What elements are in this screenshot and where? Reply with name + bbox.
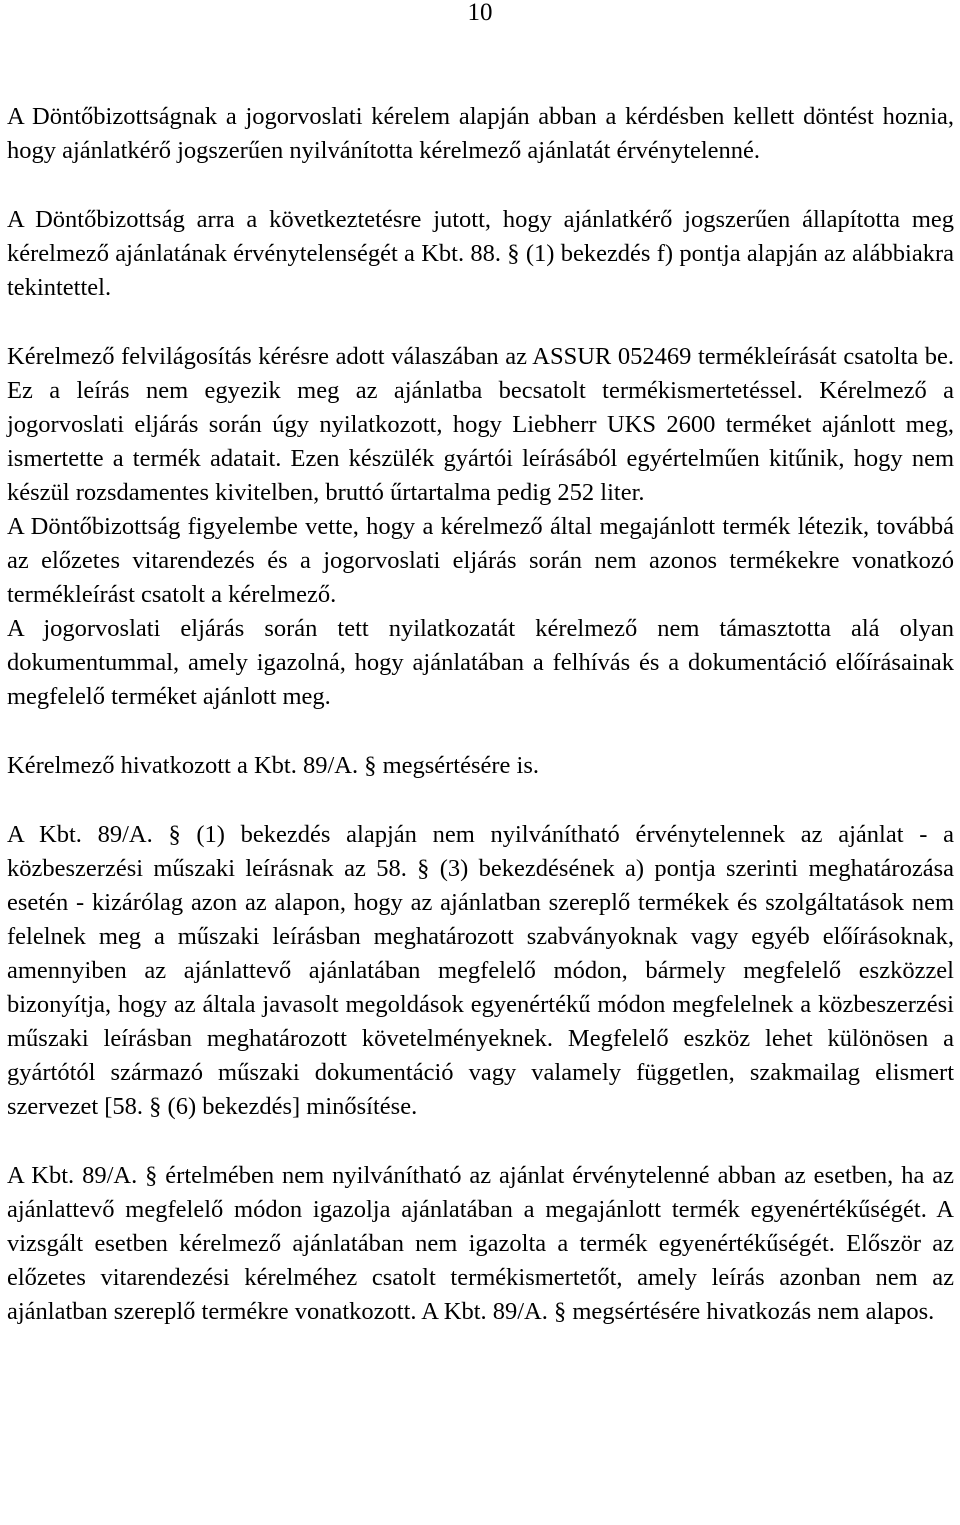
paragraph-conclusion: A Döntőbizottság arra a következtetésre jutott, hogy ajánlatkérő jogszerűen állapította meg kérelmező ajánlatának érvénytelenségét a Kbt. 88. § (1) bekezdés f) pontja alapján az alábbiakra tekintettel. [7, 206, 954, 301]
paragraph-kbt-89a-rule: A Kbt. 89/A. § (1) bekezdés alapján nem nyilvánítható érvénytelennek az ajánlat - a közbeszerzési műszaki leírásnak az 58. § (3) bekezdésének a) pontja szerinti meghatározása esetén - kizárólag azon az alapon, hogy az ajánlatban szereplő termékek és szolgáltatások nem felelnek meg a műszaki leírásban meghatározott szabványoknak vagy egyéb előírásoknak, amennyiben az ajánlattevő ajánlatában megfelelő módon, bármely megfelelő eszközzel bizonyítja, hogy az általa javasolt megoldások egyenértékű módon megfelelnek a közbeszerzési műszaki leírásban meghatározott követelményeknek. Megfelelő eszköz lehet különösen a gyártótól származó műszaki dokumentáció vagy valamely független, szakmailag elismert szervezet [58. § (6) bekezdés] minősítése. [7, 821, 954, 1120]
document-body [7, 100, 954, 1329]
paragraph-kbt-89a-assessment: A Kbt. 89/A. § értelmében nem nyilvánítható az ajánlat érvénytelenné abban az esetben, ha az ajánlattevő megfelelő módon igazolja ajánlatában a megajánlott termék egyenértékűségét. A vizsgált esetben kérelmező ajánlatában nem igazolta a termék egyenértékűségét. Először az előzetes vitarendezési kérelméhez csatolt termékismertetőt, amely leírás azonban nem az ajánlatban szereplő termékre vonatkozott. A Kbt. 89/A. § megsértésére hivatkozás nem alapos. [7, 1162, 954, 1325]
paragraph-product-description: Kérelmező felvilágosítás kérésre adott válaszában az ASSUR 052469 termékleírását csatolta be. Ez a leírás nem egyezik meg az ajánlatba becsatolt termékismertetéssel. Kérelmező a jogorvoslati eljárás során úgy nyilatkozott, hogy Liebherr UKS 2600 terméket ajánlott meg, ismertette a termék adatait. Ezen készülék gyártói leírásából egyértelműen kitűnik, hogy nem készül rozsdamentes kivitelben, bruttó űrtartalma pedig 252 liter. [7, 343, 954, 506]
paragraph-statement-unsupported: A jogorvoslati eljárás során tett nyilatkozatát kérelmező nem támasztotta alá olyan dokumentummal, amely igazolná, hogy ajánlatában a felhívás és a dokumentáció előírásainak megfelelő terméket ajánlott meg. [7, 615, 954, 710]
paragraph-decision-question: A Döntőbizottságnak a jogorvoslati kérelem alapján abban a kérdésben kellett döntést hoznia, hogy ajánlatkérő jogszerűen nyilvánította kérelmező ajánlatát érvénytelenné. [7, 103, 954, 164]
paragraph-kbt-89a-reference: Kérelmező hivatkozott a Kbt. 89/A. § megsértésére is. [7, 752, 540, 779]
paragraph-consideration: A Döntőbizottság figyelembe vette, hogy a kérelmező által megajánlott termék létezik, továbbá az előzetes vitarendezés és a jogorvoslati eljárás során nem azonos termékekre vonatkozó termékleírást csatolt a kérelmező. [7, 513, 954, 608]
page-number: 10 [467, 0, 493, 26]
